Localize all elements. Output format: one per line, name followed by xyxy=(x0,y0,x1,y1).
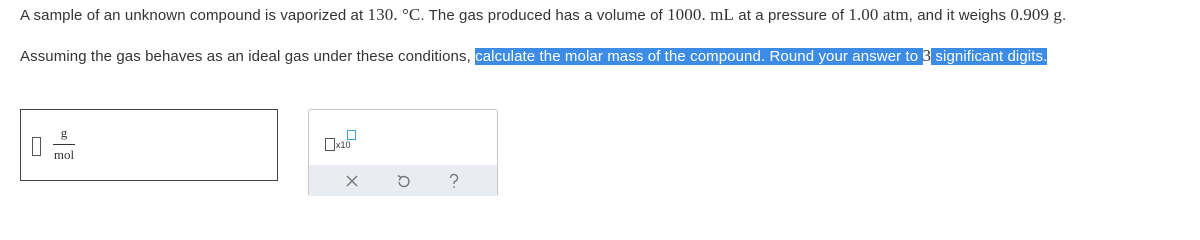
question-text: at a pressure of xyxy=(734,7,849,24)
temperature-value: 130. °C xyxy=(367,5,421,24)
unit-numerator: g xyxy=(60,125,68,140)
question-text: . The gas produced has a volume of xyxy=(420,7,668,24)
unit-denominator: mol xyxy=(53,147,75,162)
undo-icon xyxy=(395,173,411,189)
answer-input[interactable] xyxy=(32,137,41,156)
help-icon xyxy=(447,173,461,189)
clear-button[interactable] xyxy=(340,169,364,193)
question-line-2 xyxy=(20,46,1047,66)
action-bar xyxy=(309,165,497,196)
math-toolbar xyxy=(308,109,498,195)
question-line-1 xyxy=(20,5,1066,25)
highlighted-instruction: calculate the molar mass of the compound. Round your answer to xyxy=(475,48,919,65)
pressure-value: 1.00 atm xyxy=(848,5,909,24)
question-text: Assuming the gas behaves as an ideal gas under these conditions, xyxy=(20,48,476,65)
question-text: . xyxy=(1062,7,1067,24)
answer-area xyxy=(20,109,278,181)
undo-button[interactable] xyxy=(391,169,415,193)
base-box-icon xyxy=(325,138,335,151)
question-text: , and it weighs xyxy=(908,7,1011,24)
times-icon xyxy=(345,174,359,188)
help-button[interactable] xyxy=(442,169,466,193)
sig-digits-value: 3 xyxy=(922,46,932,65)
scientific-notation-button[interactable] xyxy=(323,130,359,154)
exponent-box-icon xyxy=(347,130,356,140)
mass-value: 0.909 g xyxy=(1010,5,1063,24)
unit-fraction xyxy=(53,124,75,163)
fraction-bar xyxy=(53,144,75,145)
question-text: A sample of an unknown compound is vaporized at xyxy=(20,7,368,24)
highlighted-instruction-end: significant digits. xyxy=(935,48,1048,65)
x10-label: x10 xyxy=(336,140,351,150)
volume-value: 1000. mL xyxy=(667,5,734,24)
